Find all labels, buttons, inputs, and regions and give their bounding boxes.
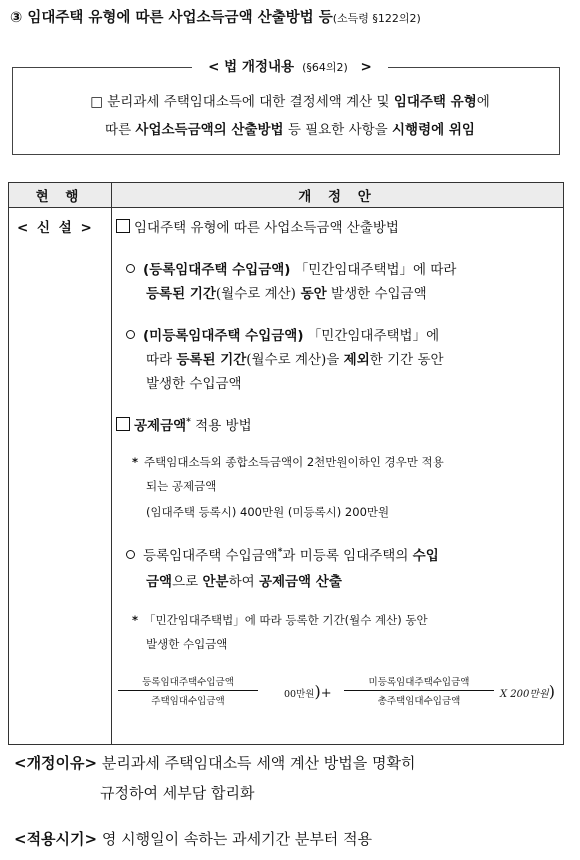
table-body-row: [9, 208, 564, 745]
circle-bullet-icon: [126, 550, 135, 559]
formula-plus: +: [320, 686, 332, 701]
asterisk-note: *: [277, 547, 283, 558]
revised-r11-c: 수입: [412, 548, 439, 564]
square-checkbox-icon: [116, 219, 130, 233]
revised-line-8: [132, 454, 444, 470]
formula-fraction-unregistered: [344, 674, 494, 707]
revised-line-12: [146, 570, 342, 590]
revised-r13-text: 「민간임대주택법」에 따라 등록한 기간(월수 계산) 동안: [144, 613, 428, 627]
law-line1-b: 임대주택 유형: [393, 94, 477, 110]
revised-r4-a: (미등록임대주택 수입금액): [143, 328, 304, 344]
revised-r12-b: 으로: [172, 574, 203, 590]
revised-r1-text: 임대주택 유형에 따른 사업소득금액 산출방법: [134, 220, 399, 236]
effective-text: 영 시행일이 속하는 과세기간 분부터 적용: [97, 830, 373, 848]
square-checkbox-icon: [116, 417, 130, 431]
formula-fraction-registered: [118, 674, 258, 707]
revised-line-1: [116, 216, 399, 236]
current-cell: [9, 208, 112, 745]
reason-text-1: 분리과세 주택임대소득 세액 계산 방법을 명확히: [97, 754, 416, 772]
revised-line-10: (임대주택 등록시) 400만원 (미등록시) 200만원: [146, 505, 390, 519]
revised-line-7: [116, 414, 252, 434]
law-line1-a: □ 분리과세 주택임대소득에 대한 결정세액 계산 및: [90, 94, 394, 110]
header-revised: 개 정 안: [112, 183, 564, 208]
title-ref: (소득령 §122의2): [332, 12, 421, 25]
section-title: [10, 6, 421, 27]
revised-r7-b: 적용 방법: [190, 418, 252, 434]
revised-line-13: [132, 612, 428, 628]
law-change-line-2: [0, 118, 580, 138]
law-change-line-1: [0, 90, 580, 110]
revised-line-5: [146, 348, 444, 368]
reason-line-1: [14, 752, 416, 773]
asterisk-note: *: [132, 455, 139, 469]
revised-cell: [112, 208, 564, 745]
reason-label: <개정이유>: [14, 754, 98, 772]
revised-r3-a: 등록된 기간: [146, 286, 216, 302]
revised-line-3: [146, 282, 427, 302]
law-line1-c: 에: [476, 94, 490, 110]
revised-r3-b: (월수로 계산): [215, 286, 296, 302]
revised-line-6: 발생한 수입금액: [146, 376, 242, 392]
formula-num-2: 미등록임대주택수입금액: [344, 674, 494, 691]
revised-r7-a: 공제금액: [134, 418, 187, 434]
law-line2-d: 시행령에 위임: [392, 122, 475, 138]
formula-paren-2: ): [548, 682, 555, 701]
law-line2-b: 사업소득금액의 산출방법: [135, 122, 284, 138]
formula-den-2: 총주택임대수입금액: [377, 696, 461, 707]
revised-r5-d: 제외: [343, 352, 370, 368]
deduction-formula: [112, 668, 563, 716]
revised-line-14: 발생한 수입금액: [146, 637, 228, 651]
revised-r2-b: 「민간임대주택법」에 따라: [290, 262, 457, 278]
law-change-heading: [0, 55, 580, 75]
asterisk-note: *: [132, 613, 139, 627]
effective-line: [14, 828, 372, 849]
asterisk-note: *: [186, 417, 191, 428]
revised-line-11: [126, 544, 439, 564]
reason-line-2: 규정하여 세부담 합리화: [100, 784, 255, 802]
revised-r11-b: 과 미등록 임대주택의: [282, 548, 413, 564]
revised-r8-text: 주택임대소득외 종합소득금액이 2천만원이하인 경우만 적용: [144, 455, 444, 469]
formula-paren-1: ): [314, 682, 321, 701]
formula-mid-2: [500, 682, 555, 701]
revised-line-9: 되는 공제금액: [146, 479, 217, 493]
law-heading-ref: (§64의2): [302, 61, 348, 74]
revised-line-2: [126, 258, 456, 278]
revised-r5-c: (월수로 계산)을: [246, 352, 344, 368]
law-heading-text: < 법 개정내용: [200, 59, 302, 75]
law-line2-a: 따른: [105, 122, 136, 138]
revised-r12-d: 하여: [228, 574, 259, 590]
law-heading-end: >: [348, 59, 380, 75]
revised-line-4: [126, 324, 439, 344]
revised-r12-c: 안분: [202, 574, 229, 590]
revised-r2-a: (등록임대주택 수입금액): [143, 262, 291, 278]
revised-r5-e: 한 기간 동안: [369, 352, 444, 368]
formula-mid-1: [284, 682, 332, 701]
circle-bullet-icon: [126, 330, 135, 339]
formula-den-1: 주택임대수입금액: [151, 696, 225, 707]
formula-mid1-text: 00만원: [284, 689, 315, 700]
revised-r5-b: 등록된 기간: [176, 352, 247, 368]
effective-label: <적용시기>: [14, 830, 98, 848]
law-line2-c: 등 필요한 사항을: [283, 122, 393, 138]
circle-bullet-icon: [126, 264, 135, 273]
formula-num-1: 등록임대주택수입금액: [118, 674, 258, 691]
revised-r12-e: 공제금액 산출: [258, 574, 342, 590]
header-current: 현 행: [9, 183, 112, 208]
revised-r3-c: 동안: [295, 286, 327, 302]
revised-r3-d: 발생한 수입금액: [326, 286, 427, 302]
table-header-row: [9, 183, 564, 208]
comparison-table: [8, 182, 564, 745]
current-new-label: < 신 설 >: [17, 220, 94, 236]
formula-mid2-text: X 200만원: [500, 689, 549, 700]
revised-r11-a: 등록임대주택 수입금액: [143, 548, 278, 564]
title-text: ③ 임대주택 유형에 따른 사업소득금액 산출방법 등: [10, 10, 333, 26]
revised-r12-a: 금액: [146, 574, 173, 590]
law-change-box: [12, 67, 560, 155]
revised-r4-b: 「민간임대주택법」에: [303, 328, 440, 344]
revised-r5-a: 따라: [146, 352, 177, 368]
